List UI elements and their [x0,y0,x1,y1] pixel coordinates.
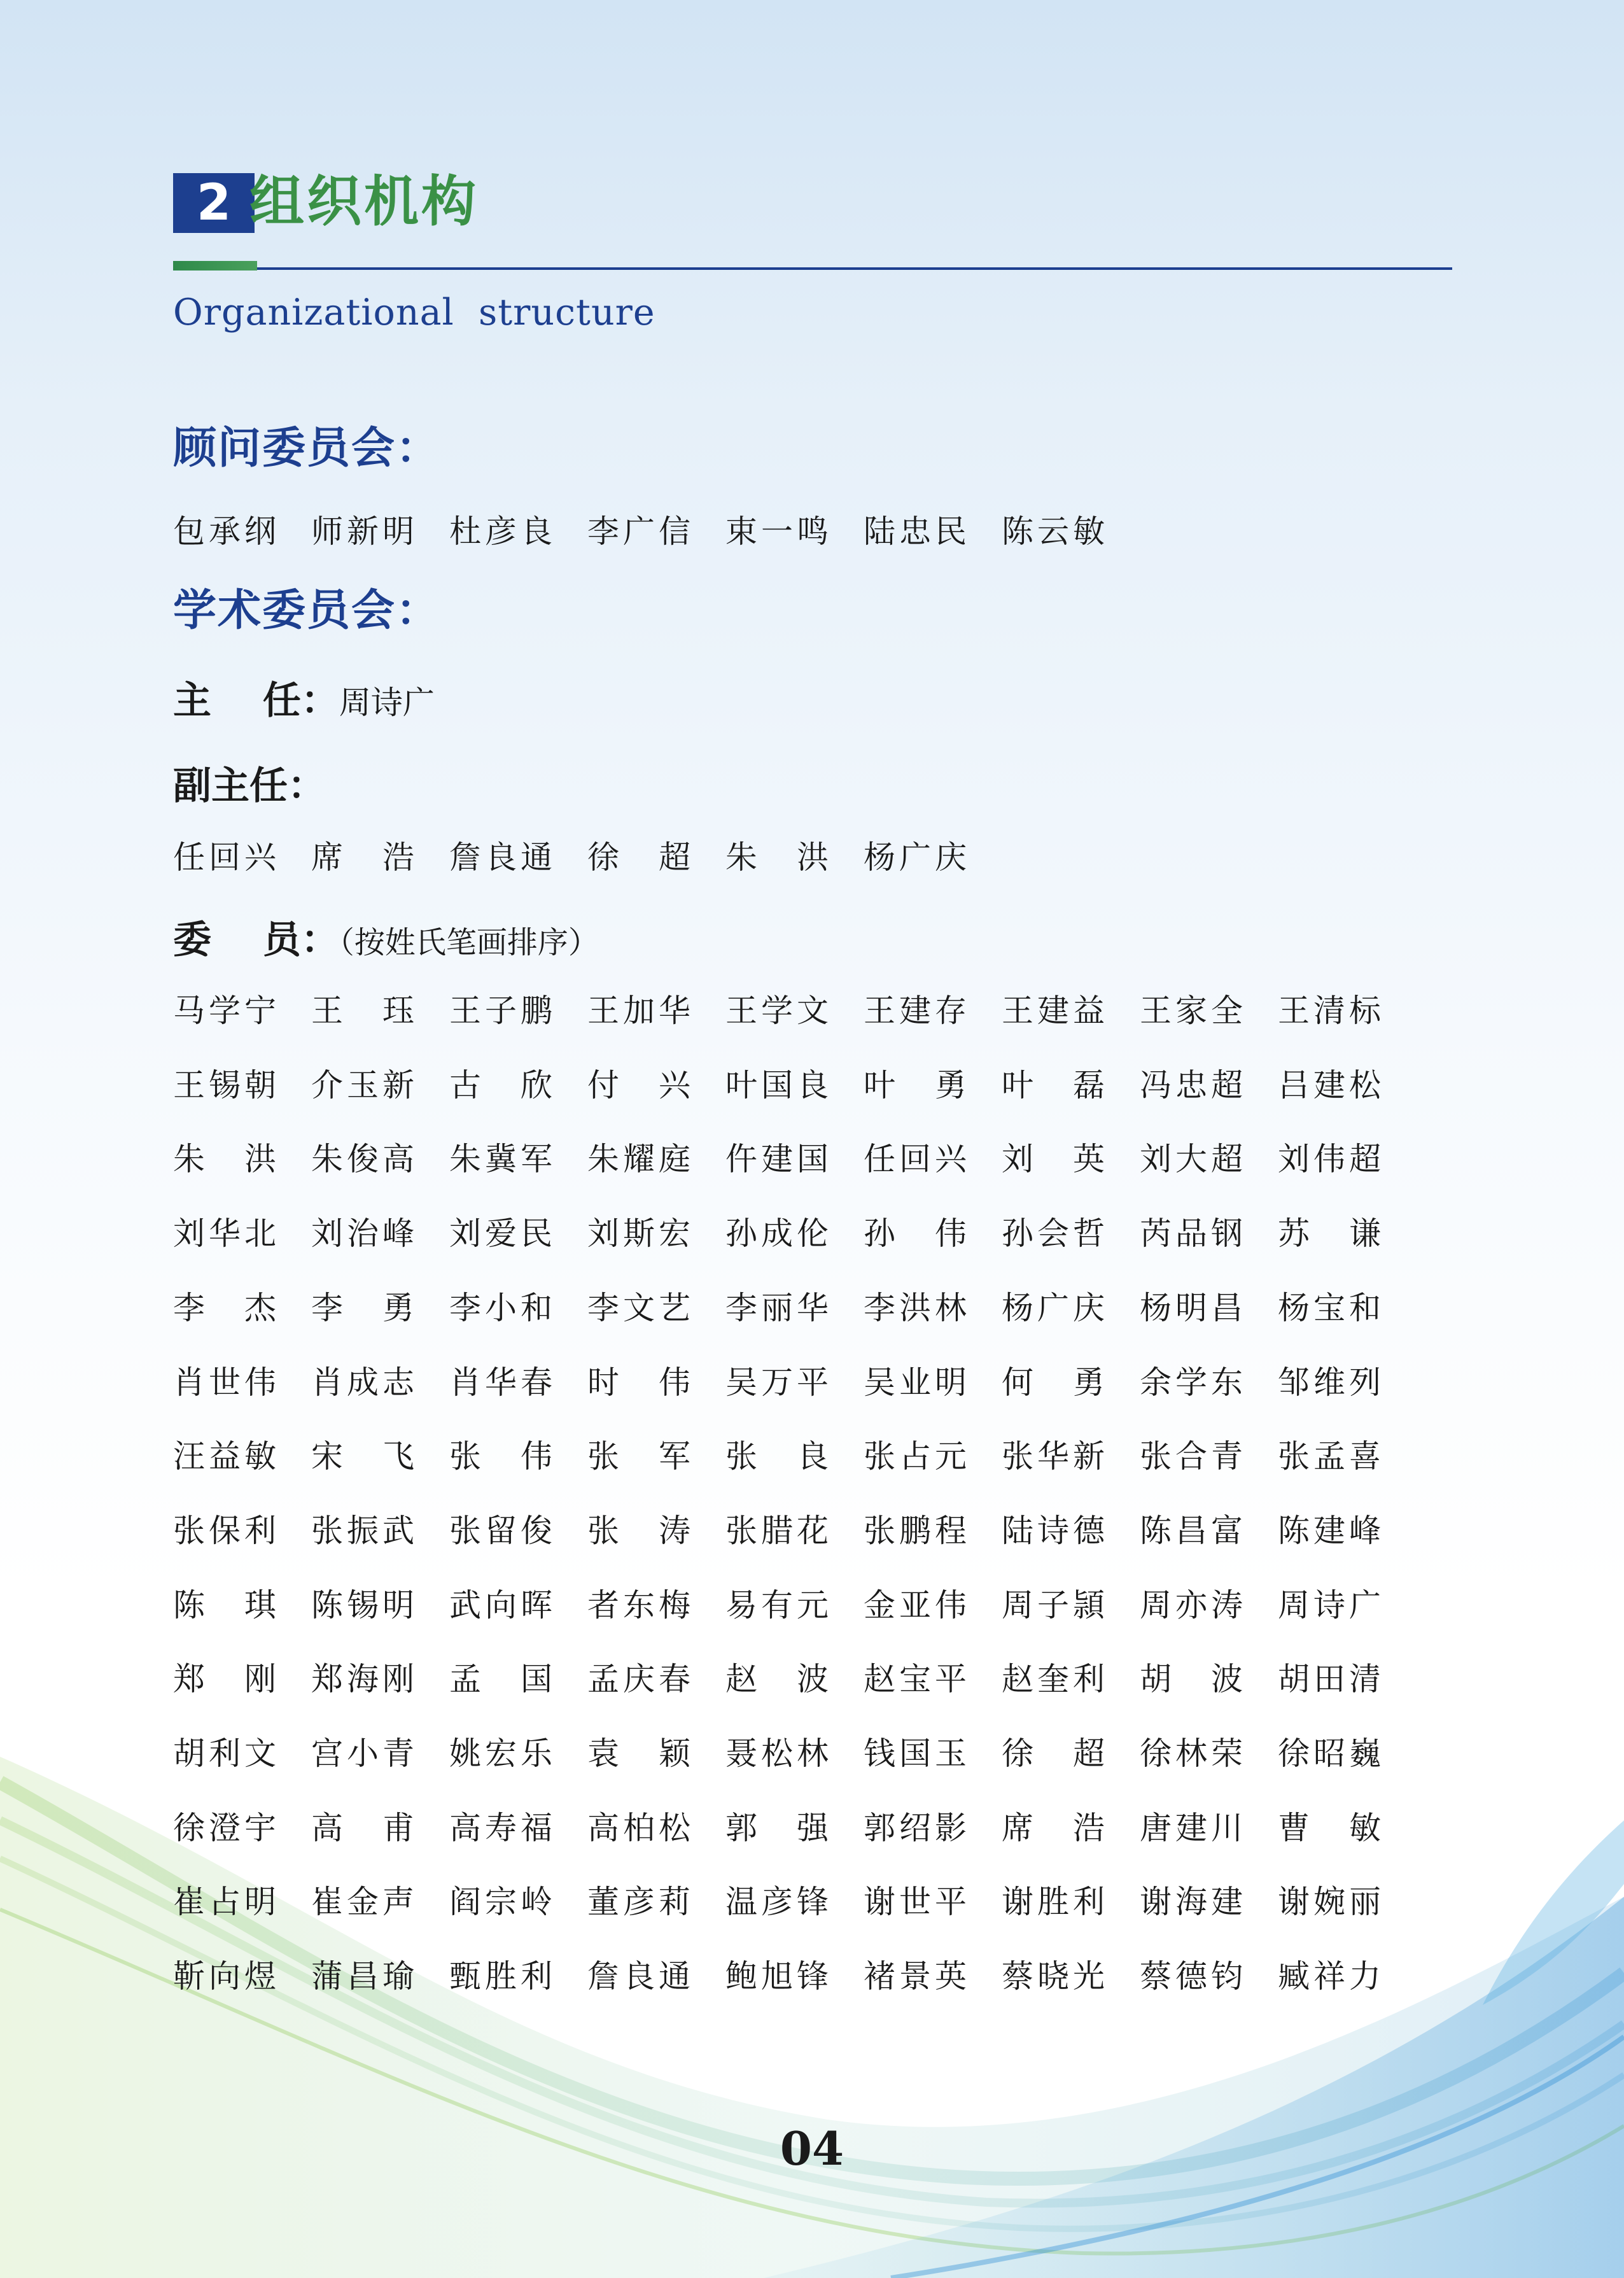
person-name: 胡 波 [1140,1661,1243,1698]
person-name: 温彦锋 [725,1883,829,1920]
person-name: 付 兴 [587,1067,690,1104]
person-name: 徐林荣 [1140,1735,1243,1772]
person-name: 曹 敏 [1278,1810,1381,1846]
person-name: 袁 颖 [587,1735,690,1772]
person-name: 张 良 [725,1438,829,1475]
person-name: 王家全 [1140,992,1243,1029]
person-name: 徐澄宇 [173,1810,276,1846]
person-name: 王建益 [1002,992,1105,1029]
person-name: 包承纲 [173,513,276,550]
person-name: 徐 超 [587,839,690,876]
person-name: 刘华北 [173,1215,276,1252]
person-name: 孙会哲 [1002,1215,1105,1252]
person-name: 李 杰 [173,1290,276,1326]
person-name: 席 浩 [1002,1810,1105,1846]
members-note: （按姓氏笔画排序） [339,925,599,960]
person-name: 刘 英 [1002,1141,1105,1178]
person-name: 肖世伟 [173,1364,276,1401]
person-name: 吕建松 [1278,1067,1381,1104]
person-name: 谢世平 [864,1883,967,1920]
person-name: 师新明 [311,513,414,550]
person-name: 谢海建 [1140,1883,1243,1920]
member-row [173,1283,1509,1327]
person-name: 郭 强 [725,1810,829,1846]
person-name: 张振武 [311,1512,414,1549]
person-name: 朱冀军 [449,1141,552,1178]
person-name: 刘治峰 [311,1215,414,1252]
person-name: 王加华 [587,992,690,1029]
person-name: 鲍旭锋 [725,1958,829,1995]
person-name: 张华新 [1002,1438,1105,1475]
person-name: 朱俊高 [311,1141,414,1178]
person-name: 李丽华 [725,1290,829,1326]
person-name: 高 甫 [311,1810,414,1846]
person-name: 张 伟 [449,1438,552,1475]
person-name: 唐建川 [1140,1810,1243,1846]
person-name: 高柏松 [587,1810,690,1846]
person-name: 周亦涛 [1140,1587,1243,1624]
person-name: 肖华春 [449,1364,552,1401]
person-name: 陈建峰 [1278,1512,1381,1549]
person-name: 阎宗岭 [449,1883,552,1920]
person-name: 张孟喜 [1278,1438,1381,1475]
person-name: 李洪林 [864,1290,967,1326]
person-name: 赵奎利 [1002,1661,1105,1698]
person-name: 崔占明 [173,1883,276,1920]
members-line [173,910,599,964]
person-name: 刘爱民 [449,1215,552,1252]
person-name: 苏 谦 [1278,1215,1381,1252]
person-name: 吴业明 [864,1364,967,1401]
person-name: 叶 磊 [1002,1067,1105,1104]
person-name: 孙成伦 [725,1215,829,1252]
person-name: 郑海刚 [311,1661,414,1698]
advisory-names [173,506,1509,551]
person-name: 席 浩 [311,839,414,876]
person-name: 朱 洪 [173,1141,276,1178]
member-row [173,1876,1509,1921]
person-name: 者东梅 [587,1587,690,1624]
person-name: 任回兴 [173,839,276,876]
person-name: 李广信 [587,513,690,550]
person-name: 仵建国 [725,1141,829,1178]
person-name: 高寿福 [449,1810,552,1846]
person-name: 陆忠民 [864,513,967,550]
chair-line [173,670,435,725]
person-name: 张 军 [587,1438,690,1475]
person-name: 陆诗德 [1002,1512,1105,1549]
vice-chair-names [173,832,1509,876]
person-name: 何 勇 [1002,1364,1105,1401]
person-name: 董彦莉 [587,1883,690,1920]
person-name: 王学文 [725,992,829,1029]
person-name: 胡田清 [1278,1661,1381,1698]
person-name: 胡利文 [173,1735,276,1772]
chair-label: 主 任： [173,678,339,723]
person-name: 蔡晓光 [1002,1958,1105,1995]
person-name: 易有元 [725,1587,829,1624]
page-title: 组织机构 [249,169,479,234]
person-name: 刘大超 [1140,1141,1243,1178]
person-name: 赵宝平 [864,1661,967,1698]
title-underline [173,267,1452,270]
member-row [173,1505,1509,1550]
person-name: 陈 琪 [173,1587,276,1624]
person-name: 钱国玉 [864,1735,967,1772]
person-name: 孟 国 [449,1661,552,1698]
person-name: 臧祥力 [1278,1958,1381,1995]
section-number-badge: 2 [173,173,255,233]
person-name: 邹维列 [1278,1364,1381,1401]
person-name: 詹良通 [449,839,552,876]
person-name: 张合青 [1140,1438,1243,1475]
member-row [173,1580,1509,1624]
academic-committee-heading: 学术委员会： [173,586,441,636]
person-name: 叶 勇 [864,1067,967,1104]
person-name: 李 勇 [311,1290,414,1326]
person-name: 王建存 [864,992,967,1029]
person-name: 王 珏 [311,992,414,1029]
person-name: 任回兴 [864,1141,967,1178]
member-row [173,1728,1509,1773]
person-name: 谢胜利 [1002,1883,1105,1920]
person-name: 王子鹏 [449,992,552,1029]
title-underline-accent [173,261,257,271]
person-name: 李小和 [449,1290,552,1326]
person-name: 聂松林 [725,1735,829,1772]
person-name: 宋 飞 [311,1438,414,1475]
person-name: 张 涛 [587,1512,690,1549]
person-name: 余学东 [1140,1364,1243,1401]
person-name: 蒲昌瑜 [311,1958,414,1995]
person-name: 武向晖 [449,1587,552,1624]
person-name: 杨宝和 [1278,1290,1381,1326]
person-name: 靳向煜 [173,1958,276,1995]
person-name: 朱 洪 [725,839,829,876]
person-name: 甄胜利 [449,1958,552,1995]
person-name: 叶国良 [725,1067,829,1104]
advisory-committee-heading: 顾问委员会： [173,423,441,474]
person-name: 李文艺 [587,1290,690,1326]
person-name: 姚宏乐 [449,1735,552,1772]
chair-name: 周诗广 [339,684,435,721]
member-row [173,985,1509,1030]
vice-chair-label: 副主任： [173,764,326,808]
person-name: 张占元 [864,1438,967,1475]
person-name: 孟庆春 [587,1661,690,1698]
person-name: 陈锡明 [311,1587,414,1624]
person-name: 肖成志 [311,1364,414,1401]
person-name: 张保利 [173,1512,276,1549]
person-name: 褚景英 [864,1958,967,1995]
person-name: 时 伟 [587,1364,690,1401]
person-name: 郭绍影 [864,1810,967,1846]
person-name: 徐昭巍 [1278,1735,1381,1772]
person-name: 朱耀庭 [587,1141,690,1178]
person-name: 冯忠超 [1140,1067,1243,1104]
person-name: 王清标 [1278,992,1381,1029]
person-name: 杜彦良 [449,513,552,550]
person-name: 徐 超 [1002,1735,1105,1772]
member-row [173,1951,1509,1995]
member-row [173,1357,1509,1402]
person-name: 介玉新 [311,1067,414,1104]
person-name: 周子頴 [1002,1587,1105,1624]
person-name: 陈昌富 [1140,1512,1243,1549]
member-row [173,1060,1509,1104]
person-name: 束一鸣 [725,513,829,550]
person-name: 古 欣 [449,1067,552,1104]
person-name: 汪益敏 [173,1438,276,1475]
person-name: 杨广庆 [1002,1290,1105,1326]
person-name: 陈云敏 [1002,513,1105,550]
person-name: 杨广庆 [864,839,967,876]
person-name: 宫小青 [311,1735,414,1772]
person-name: 崔金声 [311,1883,414,1920]
page-number: 04 [780,2121,844,2176]
person-name: 张腊花 [725,1512,829,1549]
person-name: 芮品钢 [1140,1215,1243,1252]
person-name: 张留俊 [449,1512,552,1549]
person-name: 金亚伟 [864,1587,967,1624]
person-name: 刘斯宏 [587,1215,690,1252]
person-name: 蔡德钧 [1140,1958,1243,1995]
member-row [173,1654,1509,1698]
member-row [173,1134,1509,1178]
person-name: 孙 伟 [864,1215,967,1252]
member-row [173,1431,1509,1475]
person-name: 张鹏程 [864,1512,967,1549]
person-name: 马学宁 [173,992,276,1029]
person-name: 周诗广 [1278,1587,1381,1624]
person-name: 谢婉丽 [1278,1883,1381,1920]
person-name: 杨明昌 [1140,1290,1243,1326]
person-name: 郑 刚 [173,1661,276,1698]
person-name: 吴万平 [725,1364,829,1401]
member-row [173,1803,1509,1847]
members-label: 委 员： [173,918,339,962]
member-row [173,1208,1509,1253]
page-subtitle: Organizational structure [173,292,655,334]
person-name: 王锡朝 [173,1067,276,1104]
person-name: 詹良通 [587,1958,690,1995]
person-name: 刘伟超 [1278,1141,1381,1178]
person-name: 赵 波 [725,1661,829,1698]
